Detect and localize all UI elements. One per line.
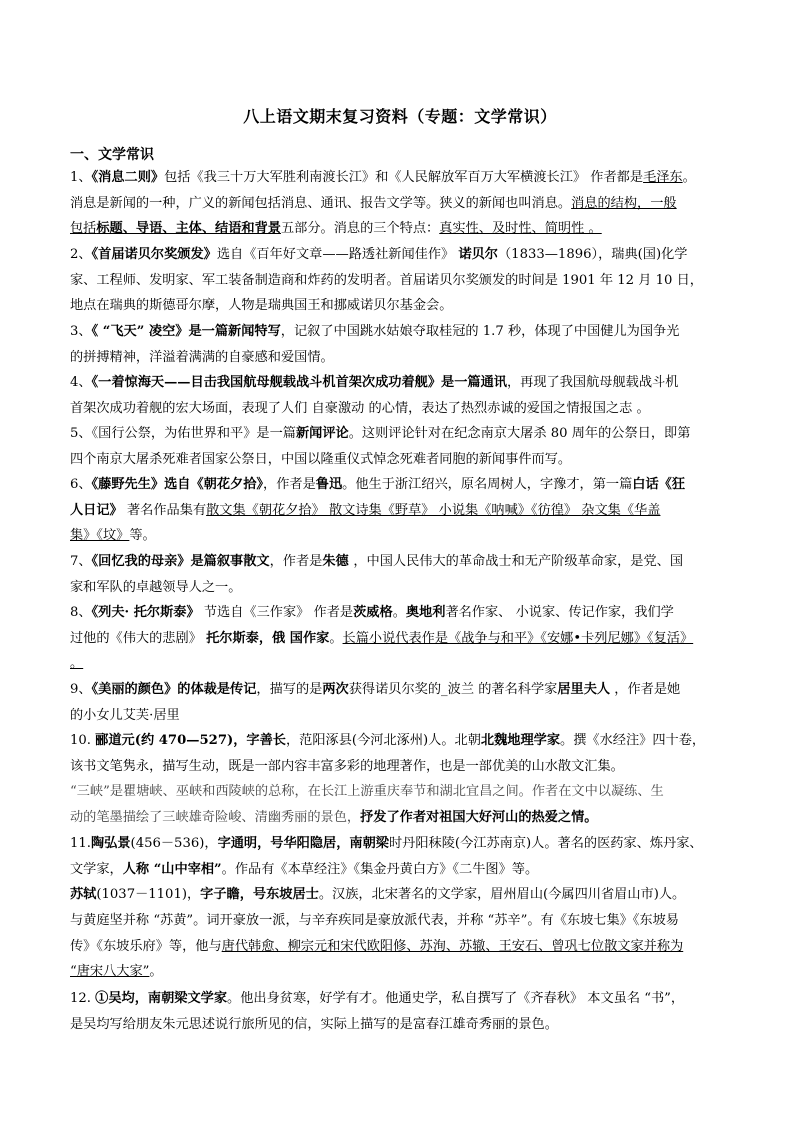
item-3-line-2: 的拼搏精神，洋溢着满满的自豪感和爱国情。 — [70, 349, 334, 365]
item-11 — [70, 831, 730, 985]
item-8-line-1: 8、《列夫· 托尔斯泰》 节选自《三作家》 作者是茨威格。奥地利著名作家、 小说家、传记作家，我们学 — [70, 605, 674, 620]
item-1 — [70, 165, 730, 242]
item-11-line-2: 文学家，人称 “山中宰相”。作品有《本草经注》《集金丹黄白方》《二牛图》等。 — [70, 861, 539, 877]
item-9-line-2: 的小女儿艾芙·居里 — [70, 707, 180, 723]
page-title: 八上语文期末复习资料（专题：文学常识） — [243, 107, 557, 126]
item-6 — [70, 472, 730, 549]
item-7 — [70, 549, 730, 600]
item-4-line-1: 4、《一着惊海天——目击我国航母舰载战斗机首架次成功着舰》是一篇通讯，再现了我国航母舰载战斗机 — [70, 375, 679, 390]
item-6-line-3: 集》《坟》等。 — [70, 528, 156, 544]
item-10-line-4: 动的笔墨描绘了三峡雄奇险峻、清幽秀丽的景色，抒发了作者对祖国大好河山的热爱之情。 — [70, 810, 598, 826]
item-10-line-1: 10. 郦道元(约 470—527)，字善长，范阳涿县(今河北涿州)人。北朝北魏地理学家。撰《水经注》四十卷， — [70, 733, 706, 748]
item-10 — [70, 728, 730, 831]
item-4-line-2: 首架次成功着舰的宏大场面，表现了人们 自豪激动 的心情，表达了热烈赤诚的爱国之情报国之志 。 — [70, 400, 650, 416]
item-2-line-2: 家、工程师、发明家、军工装备制造商和炸药的发明者。首届诺贝尔奖颁发的时间是 1901 年 12 月 10 日， — [70, 272, 703, 288]
item-2 — [70, 242, 730, 319]
item-1-line-1: 1、《消息二则》包括《我三十万大军胜利南渡长江》和《人民解放军百万大军横渡长江》 作者都是毛泽东。 — [70, 170, 696, 185]
item-6-line-1: 6、《藤野先生》选自《朝花夕拾》，作者是鲁迅。他生于浙江绍兴，原名周树人，字豫才，第一篇白话《狂 — [70, 477, 686, 492]
item-11-line-6: “唐宋八大家”。 — [70, 964, 163, 980]
item-9-line-1: 9、《美丽的颜色》的体裁是传记，描写的是两次获得诺贝尔奖的_波兰 的著名科学家居里夫人 ，作者是她 — [70, 682, 681, 697]
item-9 — [70, 677, 730, 728]
item-8-line-3: 。 — [70, 656, 84, 672]
item-1-line-2: 消息是新闻的一种，广义的新闻包括消息、通讯、报告文学等。狭义的新闻也叫消息。消息的结构，一般 — [70, 195, 677, 211]
item-1-line-3: 包括标题、导语、主体、结语和背景五部分。消息的三个特点：真实性、及时性、简明性 。 — [70, 221, 602, 237]
item-2-line-1: 2、《首届诺贝尔奖颁发》选自《百年好文章——路透社新闻佳作》 诺贝尔（1833—1896），瑞典(国)化学 — [70, 247, 688, 262]
item-4 — [70, 370, 730, 421]
item-5 — [70, 421, 730, 472]
item-2-line-3: 地点在瑞典的斯德哥尔摩，人物是瑞典国王和挪威诺贝尔基金会。 — [70, 298, 453, 314]
item-12-line-2: 是吴均写给朋友朱元思述说行旅所见的信，实际上描写的是富春江雄奇秀丽的景色。 — [70, 1016, 558, 1032]
item-8-line-2: 过他的《伟大的悲剧》 托尔斯泰，俄 国作家。长篇小说代表作是《战争与和平》《安娜•卡列尼娜》《复活》 — [70, 630, 694, 646]
item-6-line-2: 人日记》 著名作品集有散文集《朝花夕拾》 散文诗集《野草》 小说集《呐喊》《彷徨》 杂文集《华盖 — [70, 502, 661, 518]
section-heading: 一、文学常识 — [70, 147, 154, 163]
item-11-line-3: 苏轼(1037－1101)，字子瞻，号东坡居士。汉族，北宋著名的文学家，眉州眉山(今属四川省眉山市)人。 — [70, 887, 686, 903]
item-12-line-1: 12. ①吴均，南朝梁文学家。他出身贫寒，好学有才。他通史学，私自撰写了《齐春秋》 本文虽名 “书”， — [70, 991, 685, 1006]
item-7-line-2: 家和军队的卓越领导人之一。 — [70, 579, 242, 595]
item-3-line-1: 3、《 “飞天” 凌空》是一篇新闻特写，记叙了中国跳水姑娘夺取桂冠的 1.7 秒，体现了中国健儿为国争光 — [70, 324, 680, 339]
item-8 — [70, 600, 730, 677]
item-12 — [70, 986, 730, 1037]
item-10-line-2: 该书文笔隽永，描写生动，既是一部内容丰富多彩的地理著作，也是一部优美的山水散文汇集。 — [70, 758, 624, 774]
item-11-line-1: 11.陶弘景(456－536)，字通明，号华阳隐居，南朝梁时丹阳秣陵(今江苏南京)人。著名的医药家、炼丹家、 — [70, 836, 703, 851]
item-11-line-4: 与黄庭坚并称 “苏黄”。词开豪放一派，与辛弃疾同是豪放派代表，并称 “苏辛”。有《东坡七集》《东坡易 — [70, 913, 679, 929]
item-5-line-1: 5、《国行公祭，为佑世界和平》是一篇新闻评论。这则评论针对在纪念南京大屠杀 80 周年的公祭日，即第 — [70, 426, 691, 441]
item-10-line-3: “三峡”是瞿塘峡、巫峡和西陵峡的总称，在长江上游重庆奉节和湖北宜昌之间。作者在文中以凝练、生 — [70, 784, 664, 800]
item-7-line-1: 7、《回忆我的母亲》是篇叙事散文，作者是朱德 ，中国人民伟大的革命战士和无产阶级革命家，是党、国 — [70, 554, 684, 569]
item-11-line-5: 传》《东坡乐府》等，他与唐代韩愈、柳宗元和宋代欧阳修、苏洵、苏辙、王安石、曾巩七位散文家并称为 — [70, 938, 684, 954]
item-5-line-2: 四个南京大屠杀死难者国家公祭日，中国以隆重仪式悼念死难者同胞的新闻事件而写。 — [70, 451, 572, 467]
item-3 — [70, 319, 730, 370]
